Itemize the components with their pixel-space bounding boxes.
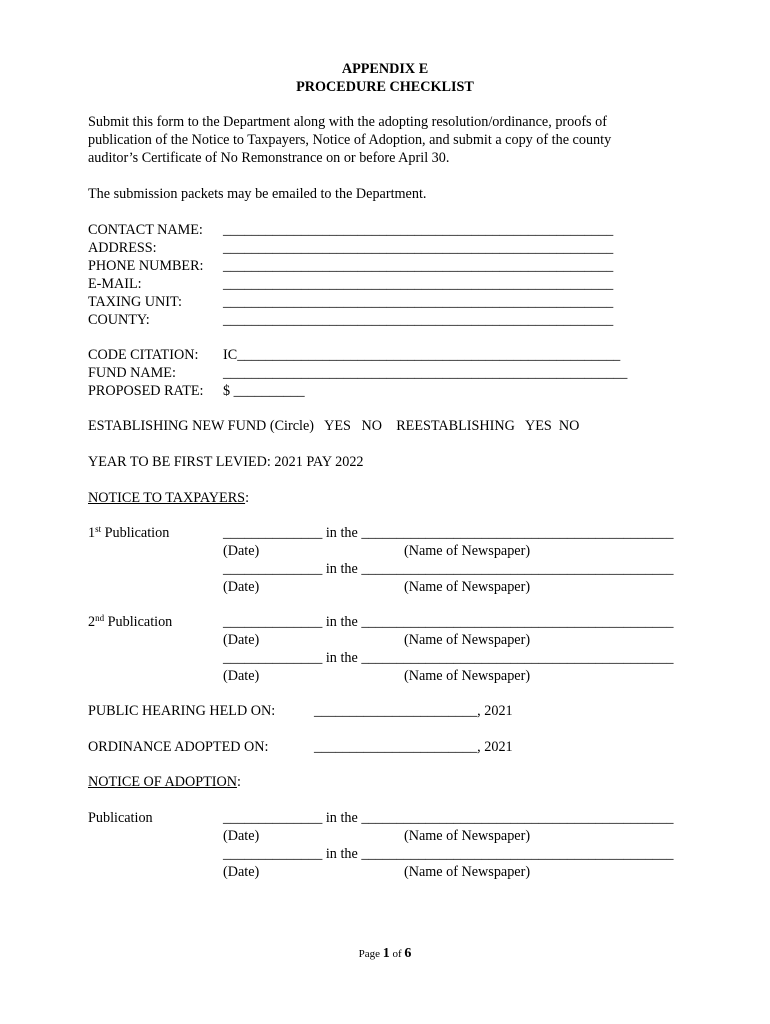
intro-line-1: Submit this form to the Department along with the adopting resolution/ordinance, proofs of xyxy=(88,114,607,130)
code-citation-field[interactable]: IC______________________________________________________ xyxy=(223,347,621,363)
public-hearing-label: PUBLIC HEARING HELD ON: xyxy=(88,703,276,719)
email-field[interactable]: _______________________________________________________ xyxy=(223,276,614,292)
publication-label: Publication xyxy=(88,810,153,826)
checklist-title: PROCEDURE CHECKLIST xyxy=(296,79,474,95)
contact-name-field[interactable]: _______________________________________________________ xyxy=(223,222,614,238)
phone-number-field[interactable]: _______________________________________________________ xyxy=(223,258,614,274)
taxing-unit-field[interactable]: _______________________________________________________ xyxy=(223,294,614,310)
establishing-fund-line: ESTABLISHING NEW FUND (Circle) YES NO REESTABLISHING YES NO xyxy=(88,418,580,434)
date-caption: (Date) xyxy=(223,579,260,595)
public-hearing-date-field[interactable]: _______________________, 2021 xyxy=(314,703,513,719)
date-caption: (Date) xyxy=(223,543,260,559)
first-pub-row-1[interactable]: ______________ in the ____________________________________________ xyxy=(223,525,674,541)
year-levied: YEAR TO BE FIRST LEVIED: 2021 PAY 2022 xyxy=(88,454,364,470)
first-pub-row-2[interactable]: ______________ in the ____________________________________________ xyxy=(223,561,674,577)
email-label: E-MAIL: xyxy=(88,276,142,292)
date-caption: (Date) xyxy=(223,632,260,648)
notice-of-adoption-heading: NOTICE OF ADOPTION: xyxy=(88,774,241,790)
email-note: The submission packets may be emailed to the Department. xyxy=(88,186,427,202)
date-caption: (Date) xyxy=(223,668,260,684)
first-publication-label: 1st Publication xyxy=(88,524,170,541)
newspaper-caption: (Name of Newspaper) xyxy=(404,579,531,595)
ordinance-adopted-date-field[interactable]: _______________________, 2021 xyxy=(314,739,513,755)
second-pub-row-1[interactable]: ______________ in the ____________________________________________ xyxy=(223,614,674,630)
county-field[interactable]: _______________________________________________________ xyxy=(223,312,614,328)
adoption-pub-row-1[interactable]: ______________ in the ____________________________________________ xyxy=(223,810,674,826)
page-footer: Page 1 of 6 xyxy=(358,946,412,961)
phone-number-label: PHONE NUMBER: xyxy=(88,258,204,274)
appendix-title: APPENDIX E xyxy=(341,61,429,77)
second-publication-label: 2nd Publication xyxy=(88,613,173,630)
ordinance-adopted-label: ORDINANCE ADOPTED ON: xyxy=(88,739,269,755)
newspaper-caption: (Name of Newspaper) xyxy=(404,668,531,684)
notice-to-taxpayers-heading: NOTICE TO TAXPAYERS: xyxy=(88,490,250,506)
taxing-unit-label: TAXING UNIT: xyxy=(88,294,182,310)
address-field[interactable]: _______________________________________________________ xyxy=(223,240,614,256)
second-pub-row-2[interactable]: ______________ in the ____________________________________________ xyxy=(223,650,674,666)
intro-line-3: auditor’s Certificate of No Remonstrance on or before April 30. xyxy=(88,150,450,166)
code-citation-label: CODE CITATION: xyxy=(88,347,199,363)
address-label: ADDRESS: xyxy=(88,240,157,256)
county-label: COUNTY: xyxy=(88,312,150,328)
newspaper-caption: (Name of Newspaper) xyxy=(404,864,531,880)
proposed-rate-label: PROPOSED RATE: xyxy=(88,383,204,399)
fund-name-label: FUND NAME: xyxy=(88,365,176,381)
newspaper-caption: (Name of Newspaper) xyxy=(404,632,531,648)
adoption-pub-row-2[interactable]: ______________ in the ____________________________________________ xyxy=(223,846,674,862)
intro-line-2: publication of the Notice to Taxpayers, Notice of Adoption, and submit a copy of the county xyxy=(88,132,612,148)
date-caption: (Date) xyxy=(223,864,260,880)
newspaper-caption: (Name of Newspaper) xyxy=(404,543,531,559)
proposed-rate-field[interactable]: $ __________ xyxy=(223,383,305,399)
contact-name-label: CONTACT NAME: xyxy=(88,222,203,238)
newspaper-caption: (Name of Newspaper) xyxy=(404,828,531,844)
date-caption: (Date) xyxy=(223,828,260,844)
fund-name-field[interactable]: _________________________________________________________ xyxy=(223,365,628,381)
